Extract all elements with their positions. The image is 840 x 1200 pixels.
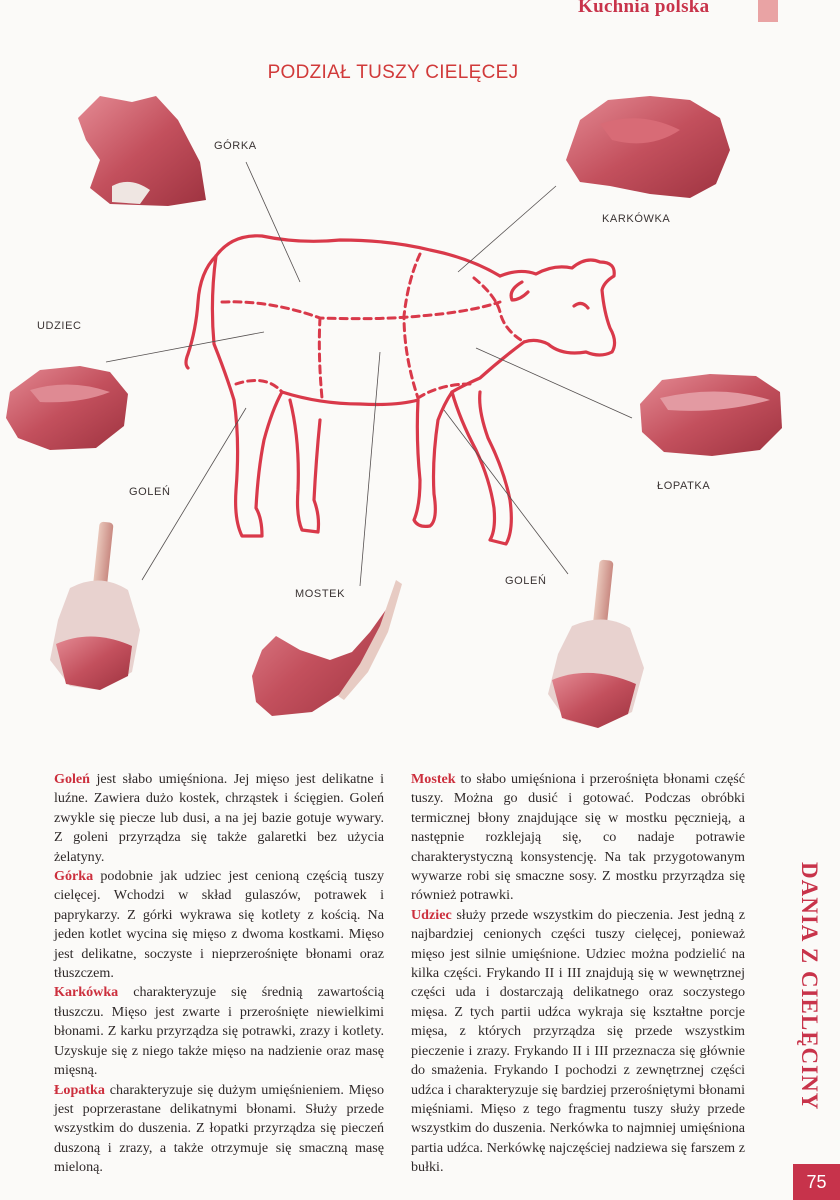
- karkowka-meat-image: [566, 96, 730, 198]
- term-udziec: Udziec: [411, 906, 452, 923]
- body-karkowka: charakteryzuje się średnią zawartością tłuszczu. Mięso jest zwarte i przerośnięte niewielkimi błonami. Z karku przyrządza się potrawki, zrazy i kotlety. Uzyskuje się z niego także mięso na nadzienie oraz masę mięsną.: [54, 984, 384, 1079]
- text-column-right: [411, 770, 745, 1178]
- text-column-left: [54, 770, 384, 1178]
- body-mostek: to słabo umięśniona i przerośnięta błonami część tuszy. Można go dusić i gotować. Podczas obróbki termicznej błony znajdujące się w mostku pęcznieją, a następnie rozklejają się, co nadaje potrawie charakterystyczną konsystencję. Na tak przygotowanym wywarze robi się smaczne sosy. Z mostku przyrządza się również potrawki.: [411, 771, 745, 904]
- golen-right-meat-image: [548, 559, 644, 728]
- term-gorka: Górka: [54, 868, 94, 885]
- label-gorka: GÓRKA: [214, 140, 257, 152]
- paragraph-mostek: [411, 770, 745, 906]
- calf-outline: [186, 236, 615, 544]
- label-mostek: MOSTEK: [295, 588, 346, 600]
- udziec-meat-image: [6, 366, 128, 450]
- diagram-title: PODZIAŁ TUSZY CIELĘCEJ: [267, 62, 519, 83]
- term-golen: Goleń: [54, 771, 91, 787]
- body-udziec: służy przede wszystkim do pieczenia. Jest jedną z najbardziej cenionych części tuszy cielęcej, ponieważ mięso jest silnie umięśnione. Udziec można podzielić na kilka części. Frykando II i III znajdują się w wewnętrznej części uda i dostarczają delikatnego oraz soczystego mięsa. Z tych partii udźca wykraja się kształtne porcje mięsa, z których przyrządza się przede wszystkim pieczenie i zrazy. Frykando II i III przeznacza się głównie do smażenia. Frykando I pochodzi z zewnętrznej części udźca i charakteryzuje się bardziej przerośniętymi błonami mięśniami. Mięso z tego fragmentu tuszy służy przede wszystkim do duszenia. Nerkówka to najmniej umięśniona partia udźca. Nerkówkę najczęściej nadziewa się farszem z bułki.: [411, 906, 745, 1176]
- label-golen-right: GOLEŃ: [505, 575, 547, 587]
- term-mostek: Mostek: [411, 771, 456, 787]
- label-karkowka: KARKÓWKA: [602, 213, 671, 225]
- body-lopatka: charakteryzuje się dużym umięśnieniem. Mięso jest poprzerastane delikatnymi błonami. Służy przede wszystkim do duszenia. Z łopatki przyrządza się pieczeń duszoną i zrazy, a także otrzymuje się smaczną masę mieloną.: [54, 1081, 384, 1176]
- label-lopatka: ŁOPATKA: [657, 480, 711, 492]
- paragraph-golen: [54, 770, 384, 867]
- page-number: 75: [793, 1164, 840, 1200]
- lopatka-meat-image: [640, 374, 782, 456]
- body-golen: jest słabo umięśniona. Jej mięso jest delikatne i luźne. Zawiera dużo kostek, chrząstek i ścięgien. Goleń zwykle się piecze lub dusi, a na jej bazie gotuje wywary. Z goleni przyrządza się także galaretki bez użycia żelatyny.: [54, 771, 384, 865]
- paragraph-lopatka: [54, 1081, 384, 1178]
- golen-left-meat-image: [50, 521, 140, 690]
- cut-division-lines: [222, 254, 524, 398]
- term-lopatka: Łopatka: [54, 1081, 105, 1098]
- paragraph-gorka: [54, 867, 384, 983]
- paragraph-karkowka: [54, 983, 384, 1080]
- running-header: Kuchnia polska: [578, 0, 710, 17]
- paragraph-udziec: [411, 906, 745, 1178]
- leader-lines: [106, 162, 632, 586]
- chapter-side-tab: DANIA Z CIELĘCINY: [797, 862, 822, 1111]
- label-golen-left: GOLEŃ: [129, 486, 171, 498]
- body-gorka: podobnie jak udziec jest cenioną częścią tuszy cielęcej. Wchodzi w skład gulaszów, potrawek i paprykarzy. Z górki wykrawa się kotlety z kością. Na jeden kotlet wycina się mięso z dwoma kostkami. Mięso jest delikatne, soczyste i nieprzerośnięte błonami oraz tłuszczem.: [54, 868, 384, 982]
- term-karkowka: Karkówka: [54, 984, 119, 1001]
- mostek-meat-image: [252, 580, 402, 716]
- label-udziec: UDZIEC: [37, 320, 82, 332]
- gorka-meat-image: [78, 96, 206, 206]
